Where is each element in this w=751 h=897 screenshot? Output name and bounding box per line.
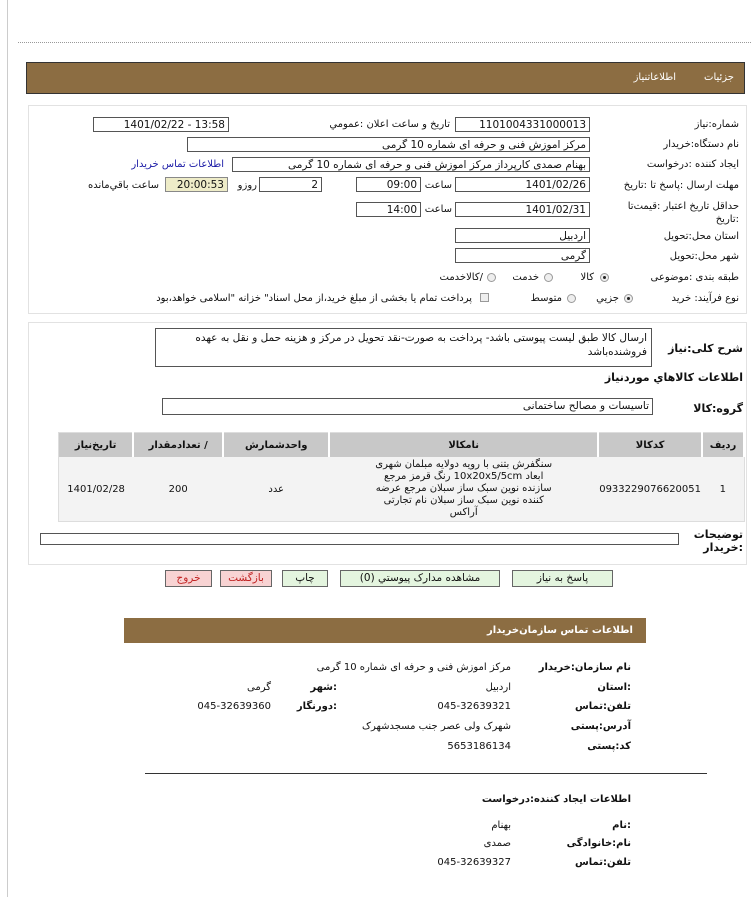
fax-value: 045-32639360 — [197, 701, 271, 712]
announce-label: تاریخ و ساعت اعلان :عمومي — [329, 119, 450, 130]
col-code: کدکالا — [598, 433, 702, 458]
postal-label: کد:پستی — [587, 741, 631, 752]
creator-phone-label: تلفن:تماس — [574, 857, 631, 868]
col-name: نامکالا — [329, 433, 598, 458]
process-radio-minor[interactable] — [624, 294, 633, 303]
announce-field[interactable]: 1401/02/22 - 13:58 — [93, 117, 229, 132]
treasury-checkbox[interactable] — [480, 293, 489, 302]
category-radio-goods[interactable] — [600, 273, 609, 282]
contact-city-label: :شهر — [310, 682, 337, 693]
table-header — [59, 433, 745, 458]
deadline-date-field[interactable]: 1401/02/26 — [455, 177, 590, 192]
province-field[interactable]: اردبیل — [455, 228, 590, 243]
contact-city-value: گرمی — [247, 682, 271, 693]
cell-unit: عدد — [223, 457, 329, 522]
cell-qty: 200 — [133, 457, 223, 522]
family-label: نام:خانوادگی — [566, 838, 631, 849]
category-radio-service[interactable] — [544, 273, 553, 282]
goods-table — [58, 432, 745, 522]
category-label: طبقه بندی :موضوعی — [650, 272, 739, 283]
goods-group-label: گروه:کالا — [693, 402, 743, 415]
col-date: تاریخ‌نیاز — [59, 433, 134, 458]
print-button[interactable]: چاپ — [282, 570, 328, 587]
exit-button[interactable]: خروج — [165, 570, 212, 587]
name-value: بهنام — [491, 820, 511, 831]
days-label: روزو — [237, 180, 257, 191]
validity-date-field[interactable]: 1401/02/31 — [455, 202, 590, 217]
attachments-button[interactable]: مشاهده مدارک پیوستي (0) — [340, 570, 500, 587]
family-value: صمدی — [483, 838, 511, 849]
cell-code: 0933229076620051 — [598, 457, 702, 522]
deadline-time-field[interactable]: 09:00 — [356, 177, 421, 192]
description-box: ارسال کالا طبق لیست پیوستی باشد- پرداخت به صورت-نقد تحویل در مرکز و هزینه حمل و نقل به عهده فروشنده‌باشد — [155, 328, 652, 367]
category-option-goods: کالا — [580, 272, 594, 283]
category-radio-both[interactable] — [487, 273, 496, 282]
process-label: نوع فرآیند: خرید — [671, 293, 739, 304]
buyer-org-field[interactable]: مرکز اموزش فنی و حرفه ای شماره 10 گرمی — [187, 137, 590, 152]
header-bar — [26, 62, 745, 94]
validity-time-label: ساعت — [424, 204, 452, 215]
contact-province-label: :استان — [597, 682, 631, 693]
cell-date: 1401/02/28 — [59, 457, 134, 522]
phone-value: 045-32639321 — [437, 701, 511, 712]
days-remaining-field: 2 — [259, 177, 322, 192]
tab-need-info[interactable]: اطلاعاتنیاز — [633, 72, 676, 83]
treasury-text: پرداخت تمام یا بخشی از مبلغ خرید،از محل اسناد" خزانه "اسلامی خواهد،بود — [156, 293, 472, 304]
time-remaining-label: ساعت باقي‌مانده — [87, 180, 159, 191]
deadline-label: مهلت ارسال :پاسخ تا :تاریخ — [623, 180, 739, 191]
creator-field[interactable]: بهنام صمدی کارپرداز مرکز اموزش فنی و حرفه ای شماره 10 گرمی — [232, 157, 590, 172]
goods-group-field[interactable]: تاسیسات و مصالح ساختمانی — [162, 398, 653, 415]
time-remaining-field: 20:00:53 — [165, 177, 228, 192]
cell-row: 1 — [702, 457, 744, 522]
process-radio-medium[interactable] — [567, 294, 576, 303]
col-unit: واحدشمارش — [223, 433, 329, 458]
category-option-both: /کالاخدمت — [439, 272, 483, 283]
reply-button[interactable]: پاسخ به نیاز — [512, 570, 613, 587]
creator-phone-value: 045-32639327 — [437, 857, 511, 868]
contact-header-bar — [124, 618, 646, 643]
buyer-org-label: نام دستگاه:خریدار — [663, 139, 739, 150]
deadline-time-label: ساعت — [424, 180, 452, 191]
dotted-divider — [18, 42, 751, 43]
creator-info-title: اطلاعات ایجاد کننده:درخواست — [481, 794, 631, 805]
org-value: مرکز اموزش فنی و حرفه ای شماره 10 گرمی — [316, 662, 511, 673]
org-label: نام سازمان:خریدار — [538, 662, 631, 673]
contact-title: اطلاعات تماس سازمان‌خریدار — [486, 625, 633, 636]
address-value: شهرک ولی عصر جنب مسجدشهرک — [362, 721, 511, 732]
col-row: ردیف — [702, 433, 744, 458]
cell-name: سنگفرش بتنی با رویه دولایه مبلمان شهری ابعاد 10x20x5/5cm رنگ قرمز مرجع سازنده نوین سبک ساز سبلان مرجع عرضه کننده نوین سبک ساز سبلان نام تجارتی آراکس — [329, 457, 598, 522]
process-option-minor: جزیي — [596, 293, 619, 304]
validity-label: حداقل تاریخ اعتبار :قیمت‌تا — [627, 201, 739, 212]
buyer-contact-link[interactable]: اطلاعات تماس خریدار — [131, 159, 224, 170]
need-number-field[interactable]: 1101004331000013 — [455, 117, 590, 132]
city-field[interactable]: گرمی — [455, 248, 590, 263]
validity-time-field[interactable]: 14:00 — [356, 202, 421, 217]
goods-info-title: اطلاعات کالاهاي موردنیاز — [604, 371, 743, 384]
name-label: :نام — [612, 820, 631, 831]
buyer-notes-label: توضیحات :خریدار — [693, 528, 743, 554]
category-option-service: خدمت — [512, 272, 539, 283]
back-button[interactable]: بازگشت — [220, 570, 272, 587]
address-label: آدرس:پستی — [570, 721, 631, 732]
province-label: استان محل:تحویل — [663, 231, 739, 242]
process-option-medium: متوسط — [530, 293, 562, 304]
left-border — [7, 0, 8, 897]
phone-label: تلفن:تماس — [574, 701, 631, 712]
fax-label: :دورنگار — [296, 701, 337, 712]
buyer-notes-field[interactable] — [40, 533, 679, 545]
description-label: شرح کلی:نیاز — [668, 342, 743, 355]
col-qty: / تعدادمقدار — [133, 433, 223, 458]
creator-label: ایجاد کننده :درخواست — [646, 159, 739, 170]
postal-value: 5653186134 — [447, 741, 511, 752]
need-number-label: شماره:نیاز — [694, 119, 739, 130]
tab-details[interactable]: جزئیات — [704, 72, 734, 83]
city-label: شهر محل:تحویل — [669, 251, 739, 262]
table-row — [59, 457, 745, 522]
contact-province-value: اردبیل — [485, 682, 511, 693]
validity-label-2: :تاریخ — [715, 214, 739, 225]
contact-divider — [145, 773, 707, 774]
